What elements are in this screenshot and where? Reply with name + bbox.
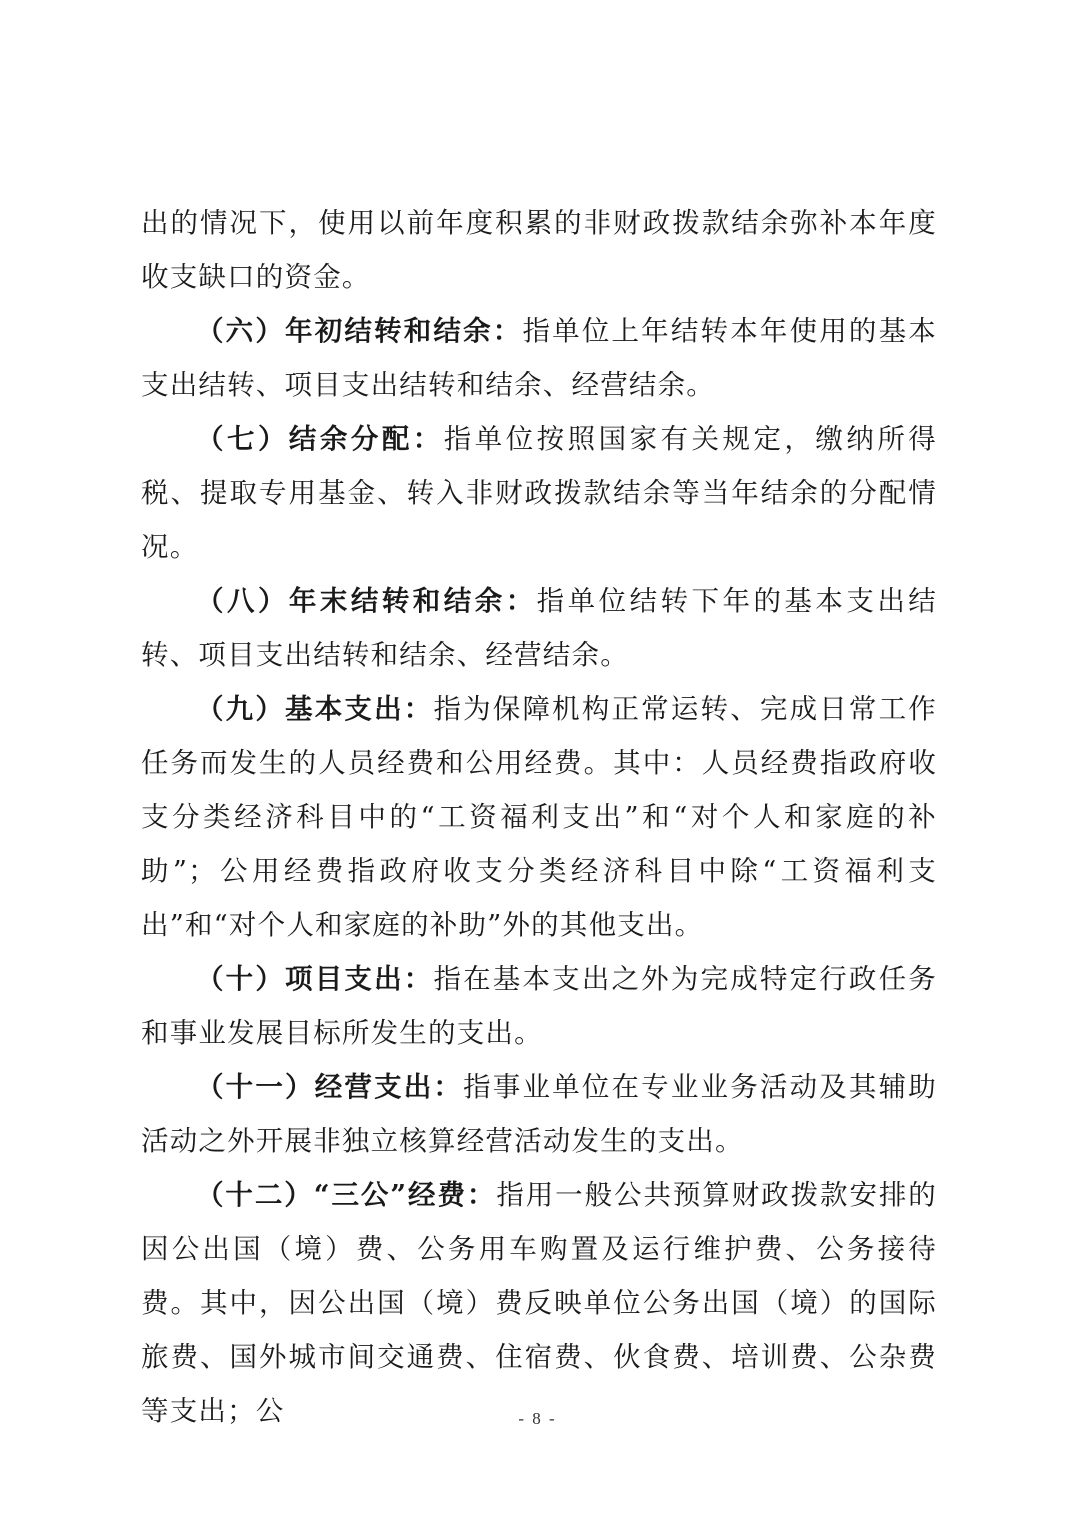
paragraph-text: 指用一般公共预算财政拨款安排的因公出国（境）费、公务用车购置及运行维护费、公务接待费。其中，因公出国（境）费反映单位公务出国（境）的国际旅费、国外城市间交通费、住宿费、伙食费、培训费、公杂费等支出；公 (141, 1179, 937, 1427)
paragraph-term: （十二）“三公”经费： (196, 1179, 497, 1211)
paragraph-text: 指为保障机构正常运转、完成日常工作任务而发生的人员经费和公用经费。其中：人员经费指政府收支分类经济科目中的“工资福利支出”和“对个人和家庭的补助”；公用经费指政府收支分类经济科目中除“工资福利支出”和“对个人和家庭的补助”外的其他支出。 (141, 693, 937, 941)
paragraph-term: （十）项目支出： (196, 963, 434, 995)
paragraph-text: 出的情况下，使用以前年度积累的非财政拨款结余弥补本年度收支缺口的资金。 (141, 207, 937, 293)
paragraph-three-public-expenses (141, 1168, 937, 1438)
paragraph-operating-expenditure (141, 1060, 937, 1168)
paragraph-term: （七）结余分配： (196, 423, 444, 455)
document-body (141, 196, 937, 1438)
paragraph-continuation (141, 196, 937, 304)
paragraph-text: 指在基本支出之外为完成特定行政任务和事业发展目标所发生的支出。 (141, 963, 937, 1049)
paragraph-surplus-distribution (141, 412, 937, 574)
paragraph-carryover-beginning (141, 304, 937, 412)
paragraph-term: （八）年末结转和结余： (196, 585, 537, 617)
paragraph-project-expenditure (141, 952, 937, 1060)
paragraph-text: 指单位按照国家有关规定，缴纳所得税、提取专用基金、转入非财政拨款结余等当年结余的分配情况。 (141, 423, 937, 563)
page-number: - 8 - (518, 1409, 557, 1428)
paragraph-term: （六）年初结转和结余： (196, 315, 523, 347)
paragraph-basic-expenditure (141, 682, 937, 952)
paragraph-term: （九）基本支出： (196, 693, 434, 725)
paragraph-text: 指事业单位在专业业务活动及其辅助活动之外开展非独立核算经营活动发生的支出。 (141, 1071, 937, 1157)
paragraph-term: （十一）经营支出： (196, 1071, 464, 1103)
paragraph-text: 指单位上年结转本年使用的基本支出结转、项目支出结转和结余、经营结余。 (141, 315, 937, 401)
paragraph-carryover-end (141, 574, 937, 682)
paragraph-text: 指单位结转下年的基本支出结转、项目支出结转和结余、经营结余。 (141, 585, 937, 671)
